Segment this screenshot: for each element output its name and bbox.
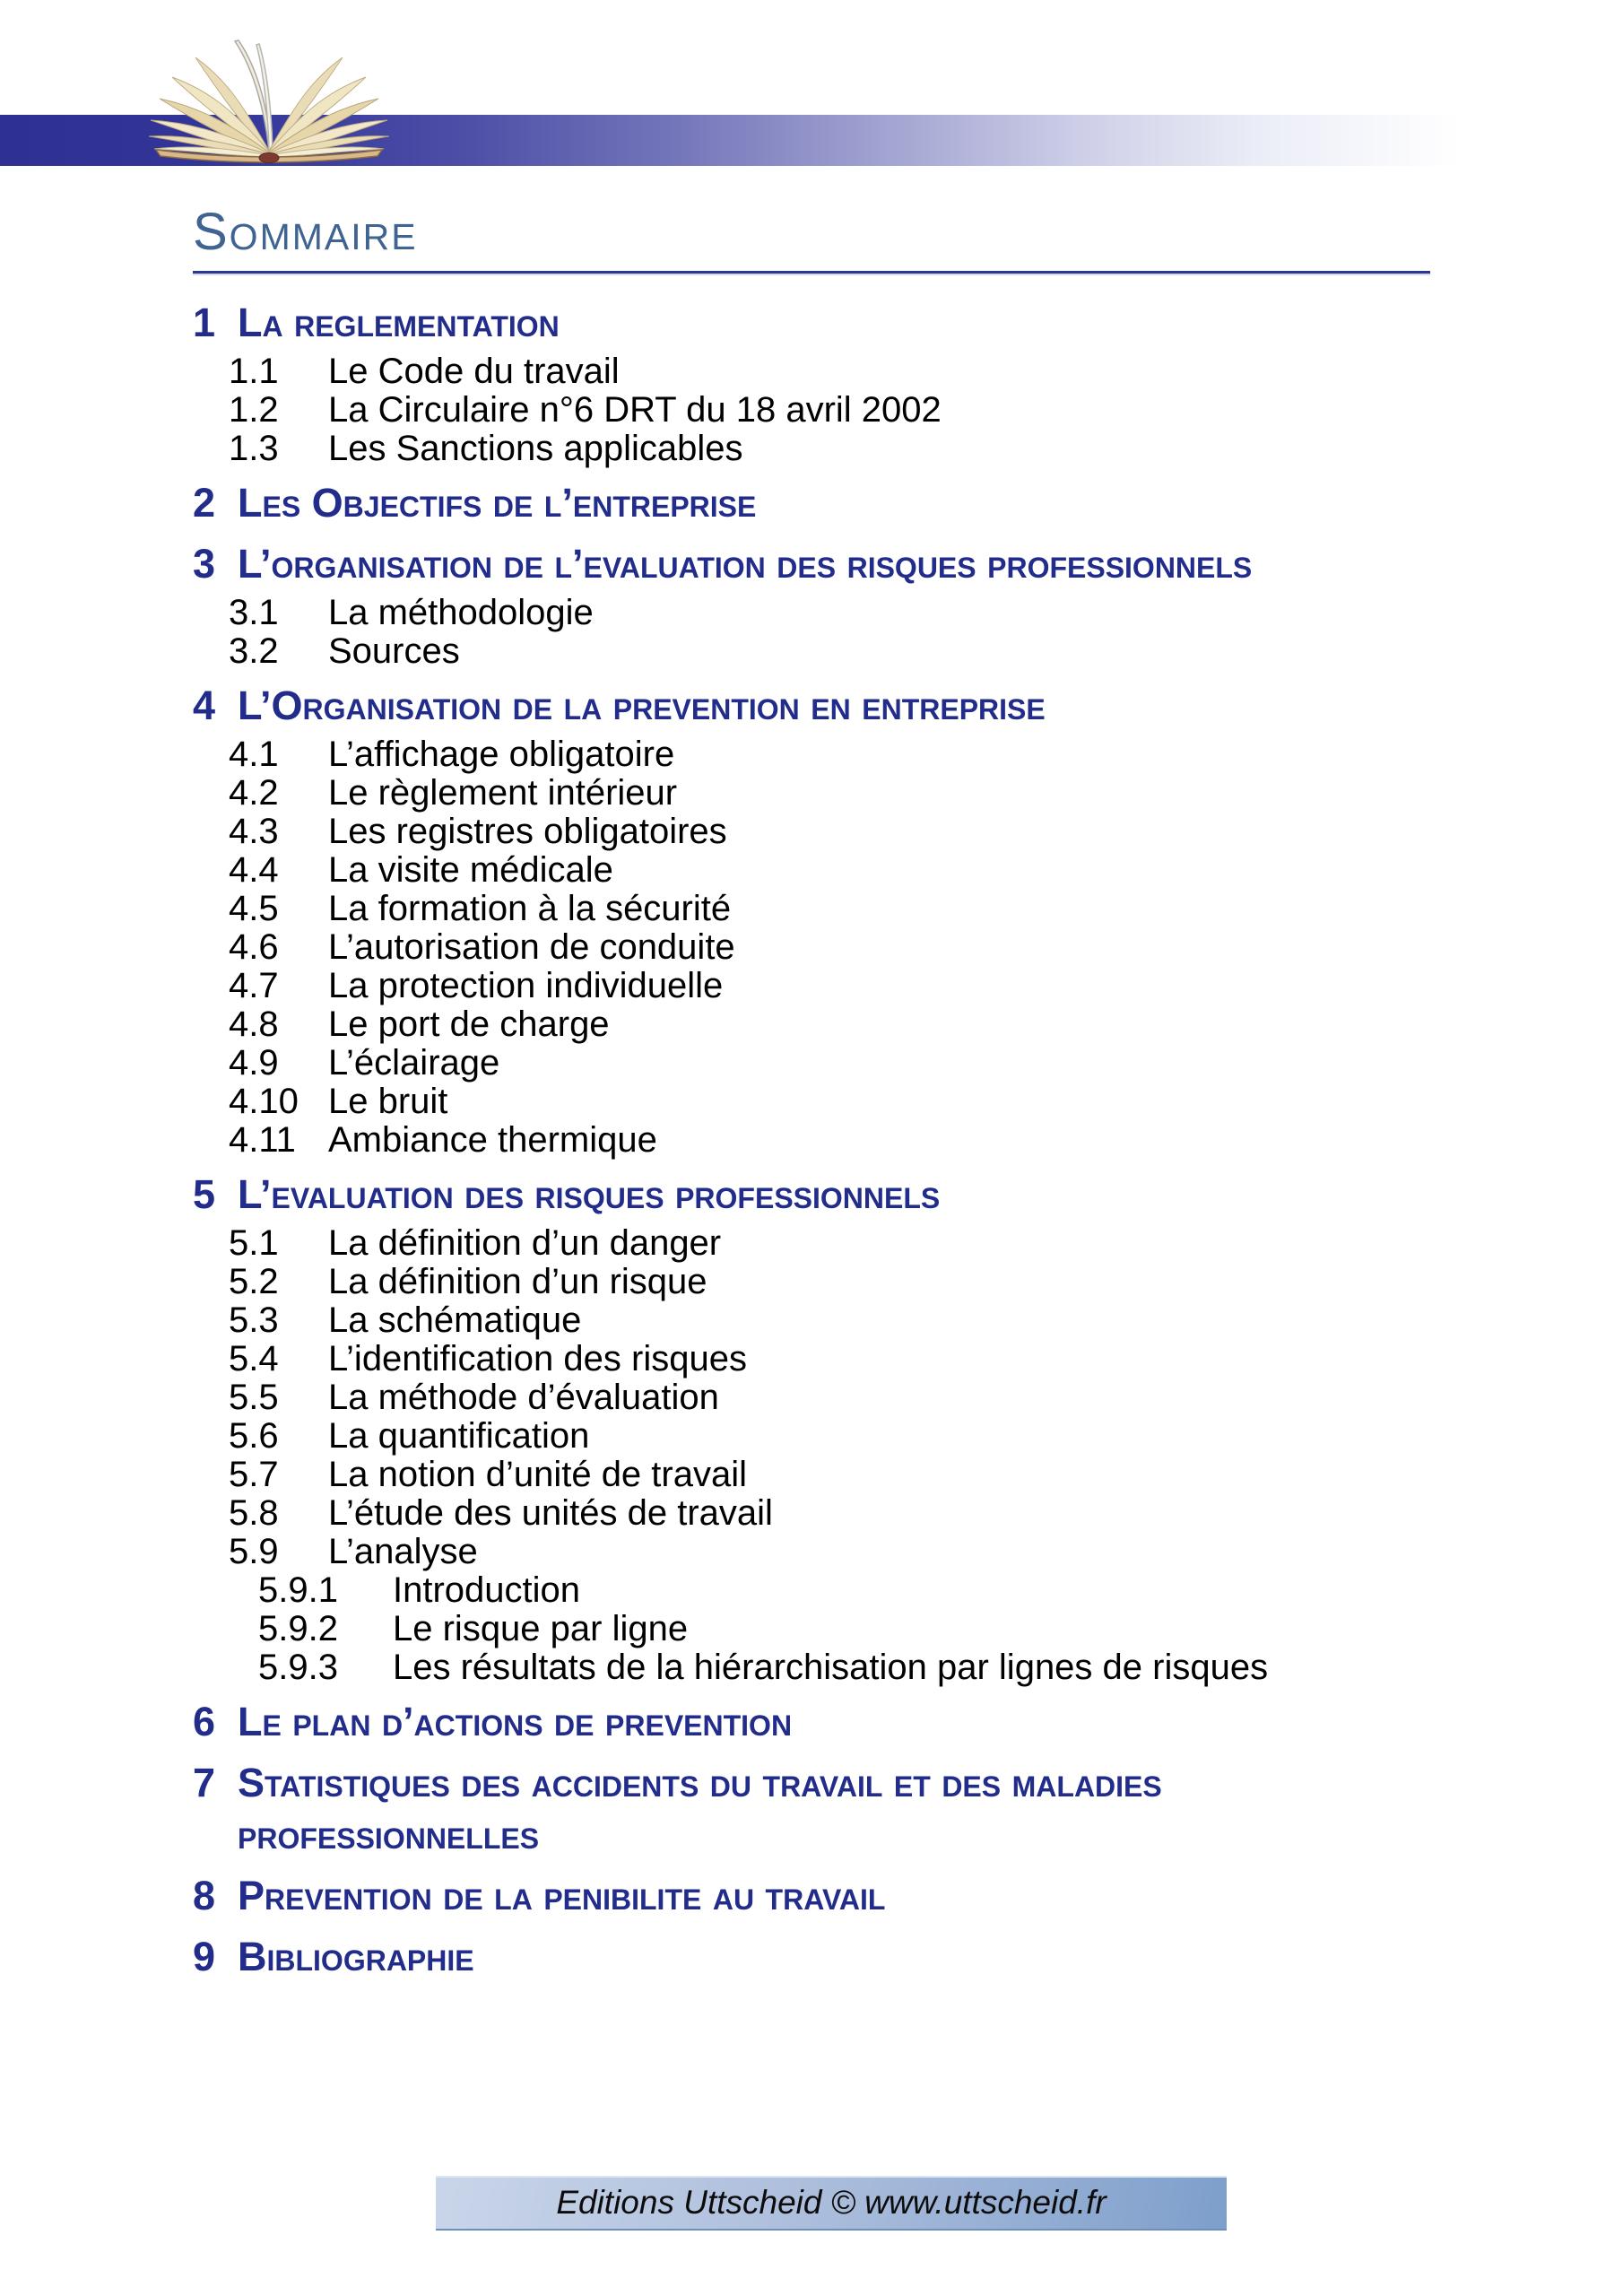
item-label: L’étude des unités de travail <box>328 1493 773 1533</box>
item-label: L’analyse <box>328 1532 478 1571</box>
toc-item-row <box>193 1083 1430 1121</box>
content-column <box>193 199 1430 1987</box>
toc-item-row <box>193 1121 1430 1160</box>
section-number: 4 <box>193 683 216 728</box>
toc-item-row <box>193 1378 1430 1417</box>
item-label: Les Sanctions applicables <box>328 429 743 468</box>
item-number: 5.6 <box>229 1416 279 1456</box>
section-title: L’organisation de l’evaluation des risques professionnels <box>238 541 1253 587</box>
item-number: 3.2 <box>229 631 279 671</box>
item-label: La formation à la sécurité <box>328 889 732 928</box>
item-number: 1.1 <box>229 352 279 391</box>
table-of-contents <box>193 297 1430 1983</box>
item-label: L’éclairage <box>328 1043 500 1083</box>
item-number: 5.9.1 <box>258 1570 338 1610</box>
toc-item-row <box>193 1533 1430 1571</box>
item-label: Le bruit <box>328 1082 448 1121</box>
section-number: 5 <box>193 1171 216 1217</box>
item-number: 4.2 <box>229 773 279 813</box>
section-title: L’Organisation de la prevention en entreprise <box>238 683 1046 728</box>
toc-item-row <box>193 1005 1430 1044</box>
toc-item-row <box>193 1224 1430 1263</box>
item-label: La visite médicale <box>328 850 613 890</box>
item-label: La méthode d’évaluation <box>328 1378 719 1417</box>
page-title: Sommaire <box>193 203 418 261</box>
item-number: 4.5 <box>229 889 279 928</box>
toc-item-row <box>193 391 1430 430</box>
section-title: Prevention de la penibilite au travail <box>238 1873 886 1918</box>
toc-item-row <box>193 594 1430 632</box>
item-number: 1.3 <box>229 429 279 468</box>
item-number: 5.9.2 <box>258 1609 338 1648</box>
item-label: La notion d’unité de travail <box>328 1455 747 1494</box>
item-number: 5.1 <box>229 1223 279 1263</box>
item-number: 4.10 <box>229 1082 299 1121</box>
section-title: L’evaluation des risques professionnels <box>238 1171 941 1217</box>
item-label: Introduction <box>393 1570 581 1610</box>
section-number: 7 <box>193 1760 216 1805</box>
toc-item-row <box>193 430 1430 468</box>
toc-subitem-row <box>193 1610 1430 1648</box>
item-label: Sources <box>328 631 460 671</box>
item-label: La Circulaire n°6 DRT du 18 avril 2002 <box>328 390 942 430</box>
item-number: 5.9 <box>229 1532 279 1571</box>
item-label: La définition d’un risque <box>328 1262 707 1301</box>
item-number: 5.8 <box>229 1493 279 1533</box>
section-number: 3 <box>193 541 216 587</box>
item-number: 4.8 <box>229 1004 279 1044</box>
toc-item-row <box>193 352 1430 391</box>
toc-item-row <box>193 851 1430 890</box>
item-label: Le port de charge <box>328 1004 610 1044</box>
item-number: 4.9 <box>229 1043 279 1083</box>
item-number: 4.1 <box>229 735 279 774</box>
item-number: 5.4 <box>229 1339 279 1378</box>
toc-item-row <box>193 813 1430 851</box>
item-label: L’affichage obligatoire <box>328 735 675 774</box>
item-number: 4.3 <box>229 812 279 851</box>
toc-item-row <box>193 1263 1430 1301</box>
toc-subitem-row <box>193 1571 1430 1610</box>
toc-item-row <box>193 967 1430 1005</box>
item-number: 5.7 <box>229 1455 279 1494</box>
toc-section-row <box>193 1169 1430 1221</box>
section-title: La reglementation <box>238 300 560 345</box>
toc-subitem-row <box>193 1648 1430 1687</box>
section-number: 8 <box>193 1873 216 1918</box>
section-number: 1 <box>193 300 216 345</box>
toc-section-row <box>193 1931 1430 1983</box>
toc-item-row <box>193 1340 1430 1378</box>
item-label: Les résultats de la hiérarchisation par lignes de risques <box>393 1648 1269 1687</box>
toc-section-row <box>193 477 1430 529</box>
item-label: La quantification <box>328 1416 590 1456</box>
toc-section-row <box>193 1696 1430 1748</box>
item-number: 3.1 <box>229 593 279 632</box>
toc-item-row <box>193 1494 1430 1533</box>
item-number: 4.6 <box>229 927 279 967</box>
item-number: 5.9.3 <box>258 1648 338 1687</box>
toc-section-row <box>193 1870 1430 1922</box>
section-number: 2 <box>193 480 216 526</box>
item-label: Le Code du travail <box>328 352 620 391</box>
section-title: Statistiques des accidents du travail et des maladies professionnelles <box>238 1760 1162 1857</box>
title-rule <box>193 271 1430 274</box>
item-number: 4.11 <box>229 1120 296 1160</box>
toc-section-row <box>193 297 1430 349</box>
footer-banner <box>436 2176 1227 2231</box>
toc-item-row <box>193 928 1430 967</box>
open-book-icon <box>142 38 396 165</box>
toc-item-row <box>193 735 1430 774</box>
item-number: 1.2 <box>229 390 279 430</box>
section-number: 6 <box>193 1699 216 1744</box>
toc-item-row <box>193 890 1430 928</box>
item-label: La définition d’un danger <box>328 1223 722 1263</box>
item-number: 4.4 <box>229 850 279 890</box>
item-label: L’autorisation de conduite <box>328 927 735 967</box>
item-label: La protection individuelle <box>328 966 724 1005</box>
section-title: Les Objectifs de l’entreprise <box>238 480 757 526</box>
item-label: La méthodologie <box>328 593 594 632</box>
item-number: 4.7 <box>229 966 279 1005</box>
toc-section-row <box>193 680 1430 732</box>
item-label: Ambiance thermique <box>328 1120 657 1160</box>
item-number: 5.3 <box>229 1300 279 1340</box>
item-label: Le règlement intérieur <box>328 773 678 813</box>
section-title: Le plan d’actions de prevention <box>238 1699 793 1744</box>
toc-item-row <box>193 1456 1430 1494</box>
item-number: 5.2 <box>229 1262 279 1301</box>
toc-item-row <box>193 1417 1430 1456</box>
toc-section-row <box>193 538 1430 590</box>
toc-item-row <box>193 632 1430 671</box>
item-label: L’identification des risques <box>328 1339 747 1378</box>
toc-item-row <box>193 774 1430 813</box>
item-label: Les registres obligatoires <box>328 812 727 851</box>
toc-item-row <box>193 1044 1430 1083</box>
item-label: Le risque par ligne <box>393 1609 689 1648</box>
footer-text: Editions Uttscheid © www.uttscheid.fr <box>556 2184 1107 2221</box>
toc-item-row <box>193 1301 1430 1340</box>
section-title: Bibliographie <box>238 1934 474 1979</box>
toc-section-row <box>193 1757 1430 1861</box>
section-number: 9 <box>193 1934 216 1979</box>
item-label: La schématique <box>328 1300 582 1340</box>
item-number: 5.5 <box>229 1378 279 1417</box>
